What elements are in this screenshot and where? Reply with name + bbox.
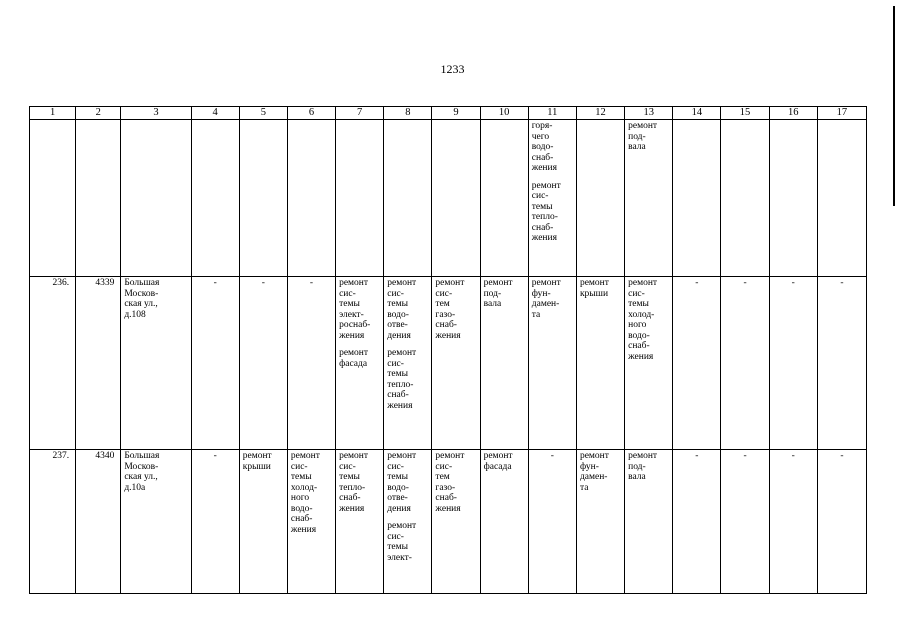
- column-header: 13: [625, 107, 673, 120]
- work-item: -: [213, 278, 217, 288]
- work-item: ремонт фун- дамен- та: [531, 278, 561, 320]
- table-cell: [721, 277, 769, 450]
- table-cell: [121, 277, 191, 450]
- work-item: ремонт сис- темы тепло- снаб- жения: [531, 180, 561, 243]
- table-cell: [576, 450, 624, 594]
- work-item: -: [695, 451, 699, 461]
- column-header: 10: [480, 107, 528, 120]
- work-item: ремонт под- вала: [628, 451, 658, 482]
- work-item: ремонт сис- тем газо- снаб- жения: [435, 451, 465, 514]
- work-item: ремонт фасада: [483, 451, 513, 472]
- table-cell: [480, 450, 528, 594]
- table-cell: [384, 277, 432, 450]
- work-item: ремонт сис- темы водо- отве- дения: [387, 278, 417, 341]
- column-header: 9: [432, 107, 480, 120]
- work-item: -: [791, 278, 795, 288]
- work-item: ремонт сис- темы тепло- снаб- жения: [339, 451, 369, 514]
- table-cell: [817, 450, 866, 594]
- table-cell: [384, 450, 432, 594]
- table-cell: [432, 277, 480, 450]
- column-header: 1: [30, 107, 76, 120]
- page-number: 1233: [440, 62, 465, 76]
- table-cell: [336, 450, 384, 594]
- table-cell: [817, 120, 866, 277]
- work-item: -: [695, 278, 699, 288]
- work-item: ремонт сис- темы элект- роснаб- жения: [339, 278, 371, 341]
- table-cell: [336, 120, 384, 277]
- table-cell: [30, 450, 76, 594]
- table-cell: [528, 450, 576, 594]
- work-item: ремонт сис- тем газо- снаб- жения: [435, 278, 465, 341]
- table-row: [30, 450, 867, 594]
- column-header: 14: [673, 107, 721, 120]
- work-item: -: [840, 278, 844, 288]
- work-item: горя- чего водо- снаб- жения: [531, 121, 557, 173]
- table-cell: [769, 450, 817, 594]
- table-cell: [191, 450, 239, 594]
- column-header: 17: [817, 107, 866, 120]
- work-item: ремонт сис- темы водо- отве- дения: [387, 451, 417, 514]
- work-item: ремонт сис- темы элект-: [387, 521, 417, 563]
- table-cell: [239, 277, 287, 450]
- table-cell: [287, 450, 335, 594]
- table-cell: [191, 277, 239, 450]
- table-cell: [384, 120, 432, 277]
- column-header: 8: [384, 107, 432, 120]
- table-cell: [30, 120, 76, 277]
- work-item: -: [309, 278, 314, 288]
- table-cell: [30, 277, 76, 450]
- column-header: 7: [336, 107, 384, 120]
- work-item: -: [550, 451, 554, 461]
- table-cell: [336, 277, 384, 450]
- work-item: ремонт сис- темы тепло- снаб- жения: [387, 348, 417, 411]
- column-header: 4: [191, 107, 239, 120]
- table-cell: [528, 120, 576, 277]
- table-cell: [625, 277, 673, 450]
- table-cell: [625, 450, 673, 594]
- column-header: 16: [769, 107, 817, 120]
- work-item: ремонт под- вала: [483, 278, 513, 309]
- table-cell: [480, 277, 528, 450]
- table-cell: [121, 120, 191, 277]
- column-header: 6: [287, 107, 335, 120]
- table-cell: [673, 277, 721, 450]
- work-item: ремонт под- вала: [628, 121, 658, 152]
- address-text: Большая Москов- ская ул., д.108: [124, 278, 160, 320]
- table-cell: [287, 277, 335, 450]
- column-number-row: [30, 107, 867, 120]
- number-text: 237.: [52, 451, 70, 461]
- number-text: 4340: [95, 451, 115, 461]
- work-item: ремонт фун- дамен- та: [579, 451, 609, 493]
- work-item: -: [840, 451, 844, 461]
- work-item: ремонт сис- темы холод- ного водо- снаб- жения: [628, 278, 658, 362]
- table-cell: [528, 277, 576, 450]
- work-item: -: [743, 451, 747, 461]
- table-cell: [287, 120, 335, 277]
- table-cell: [721, 120, 769, 277]
- table-cell: [817, 277, 866, 450]
- table-cell: [76, 450, 121, 594]
- table-cell: [121, 450, 191, 594]
- table-cell: [769, 120, 817, 277]
- table-cell: [480, 120, 528, 277]
- address-text: Большая Москов- ская ул., д.10а: [124, 451, 160, 493]
- table-cell: [625, 120, 673, 277]
- work-item: ремонт фасада: [339, 348, 369, 369]
- table-body: [30, 120, 867, 594]
- table-cell: [673, 450, 721, 594]
- work-item: -: [261, 278, 265, 288]
- work-item: -: [213, 451, 217, 461]
- table-cell: [76, 277, 121, 450]
- work-item: ремонт сис- темы холод- ного водо- снаб- жения: [290, 451, 320, 535]
- table-cell: [576, 120, 624, 277]
- table-row: [30, 277, 867, 450]
- table-cell: [673, 120, 721, 277]
- work-item: ремонт крыши: [242, 451, 272, 472]
- number-text: 236.: [52, 278, 70, 288]
- work-item: ремонт крыши: [579, 278, 609, 299]
- table-cell: [576, 277, 624, 450]
- table-cell: [76, 120, 121, 277]
- table-cell: [769, 277, 817, 450]
- column-header: 11: [528, 107, 576, 120]
- column-header: 2: [76, 107, 121, 120]
- margin-rule: [893, 6, 895, 206]
- table-cell: [191, 120, 239, 277]
- column-header: 3: [121, 107, 191, 120]
- table-cell: [432, 450, 480, 594]
- column-header: 15: [721, 107, 769, 120]
- table-cell: [721, 450, 769, 594]
- work-item: -: [743, 278, 747, 288]
- table-row: [30, 120, 867, 277]
- column-header: 5: [239, 107, 287, 120]
- table-cell: [239, 120, 287, 277]
- repair-schedule-table: [29, 106, 867, 594]
- work-item: -: [791, 451, 795, 461]
- table-cell: [432, 120, 480, 277]
- number-text: 4339: [95, 278, 115, 288]
- column-header: 12: [576, 107, 624, 120]
- table-cell: [239, 450, 287, 594]
